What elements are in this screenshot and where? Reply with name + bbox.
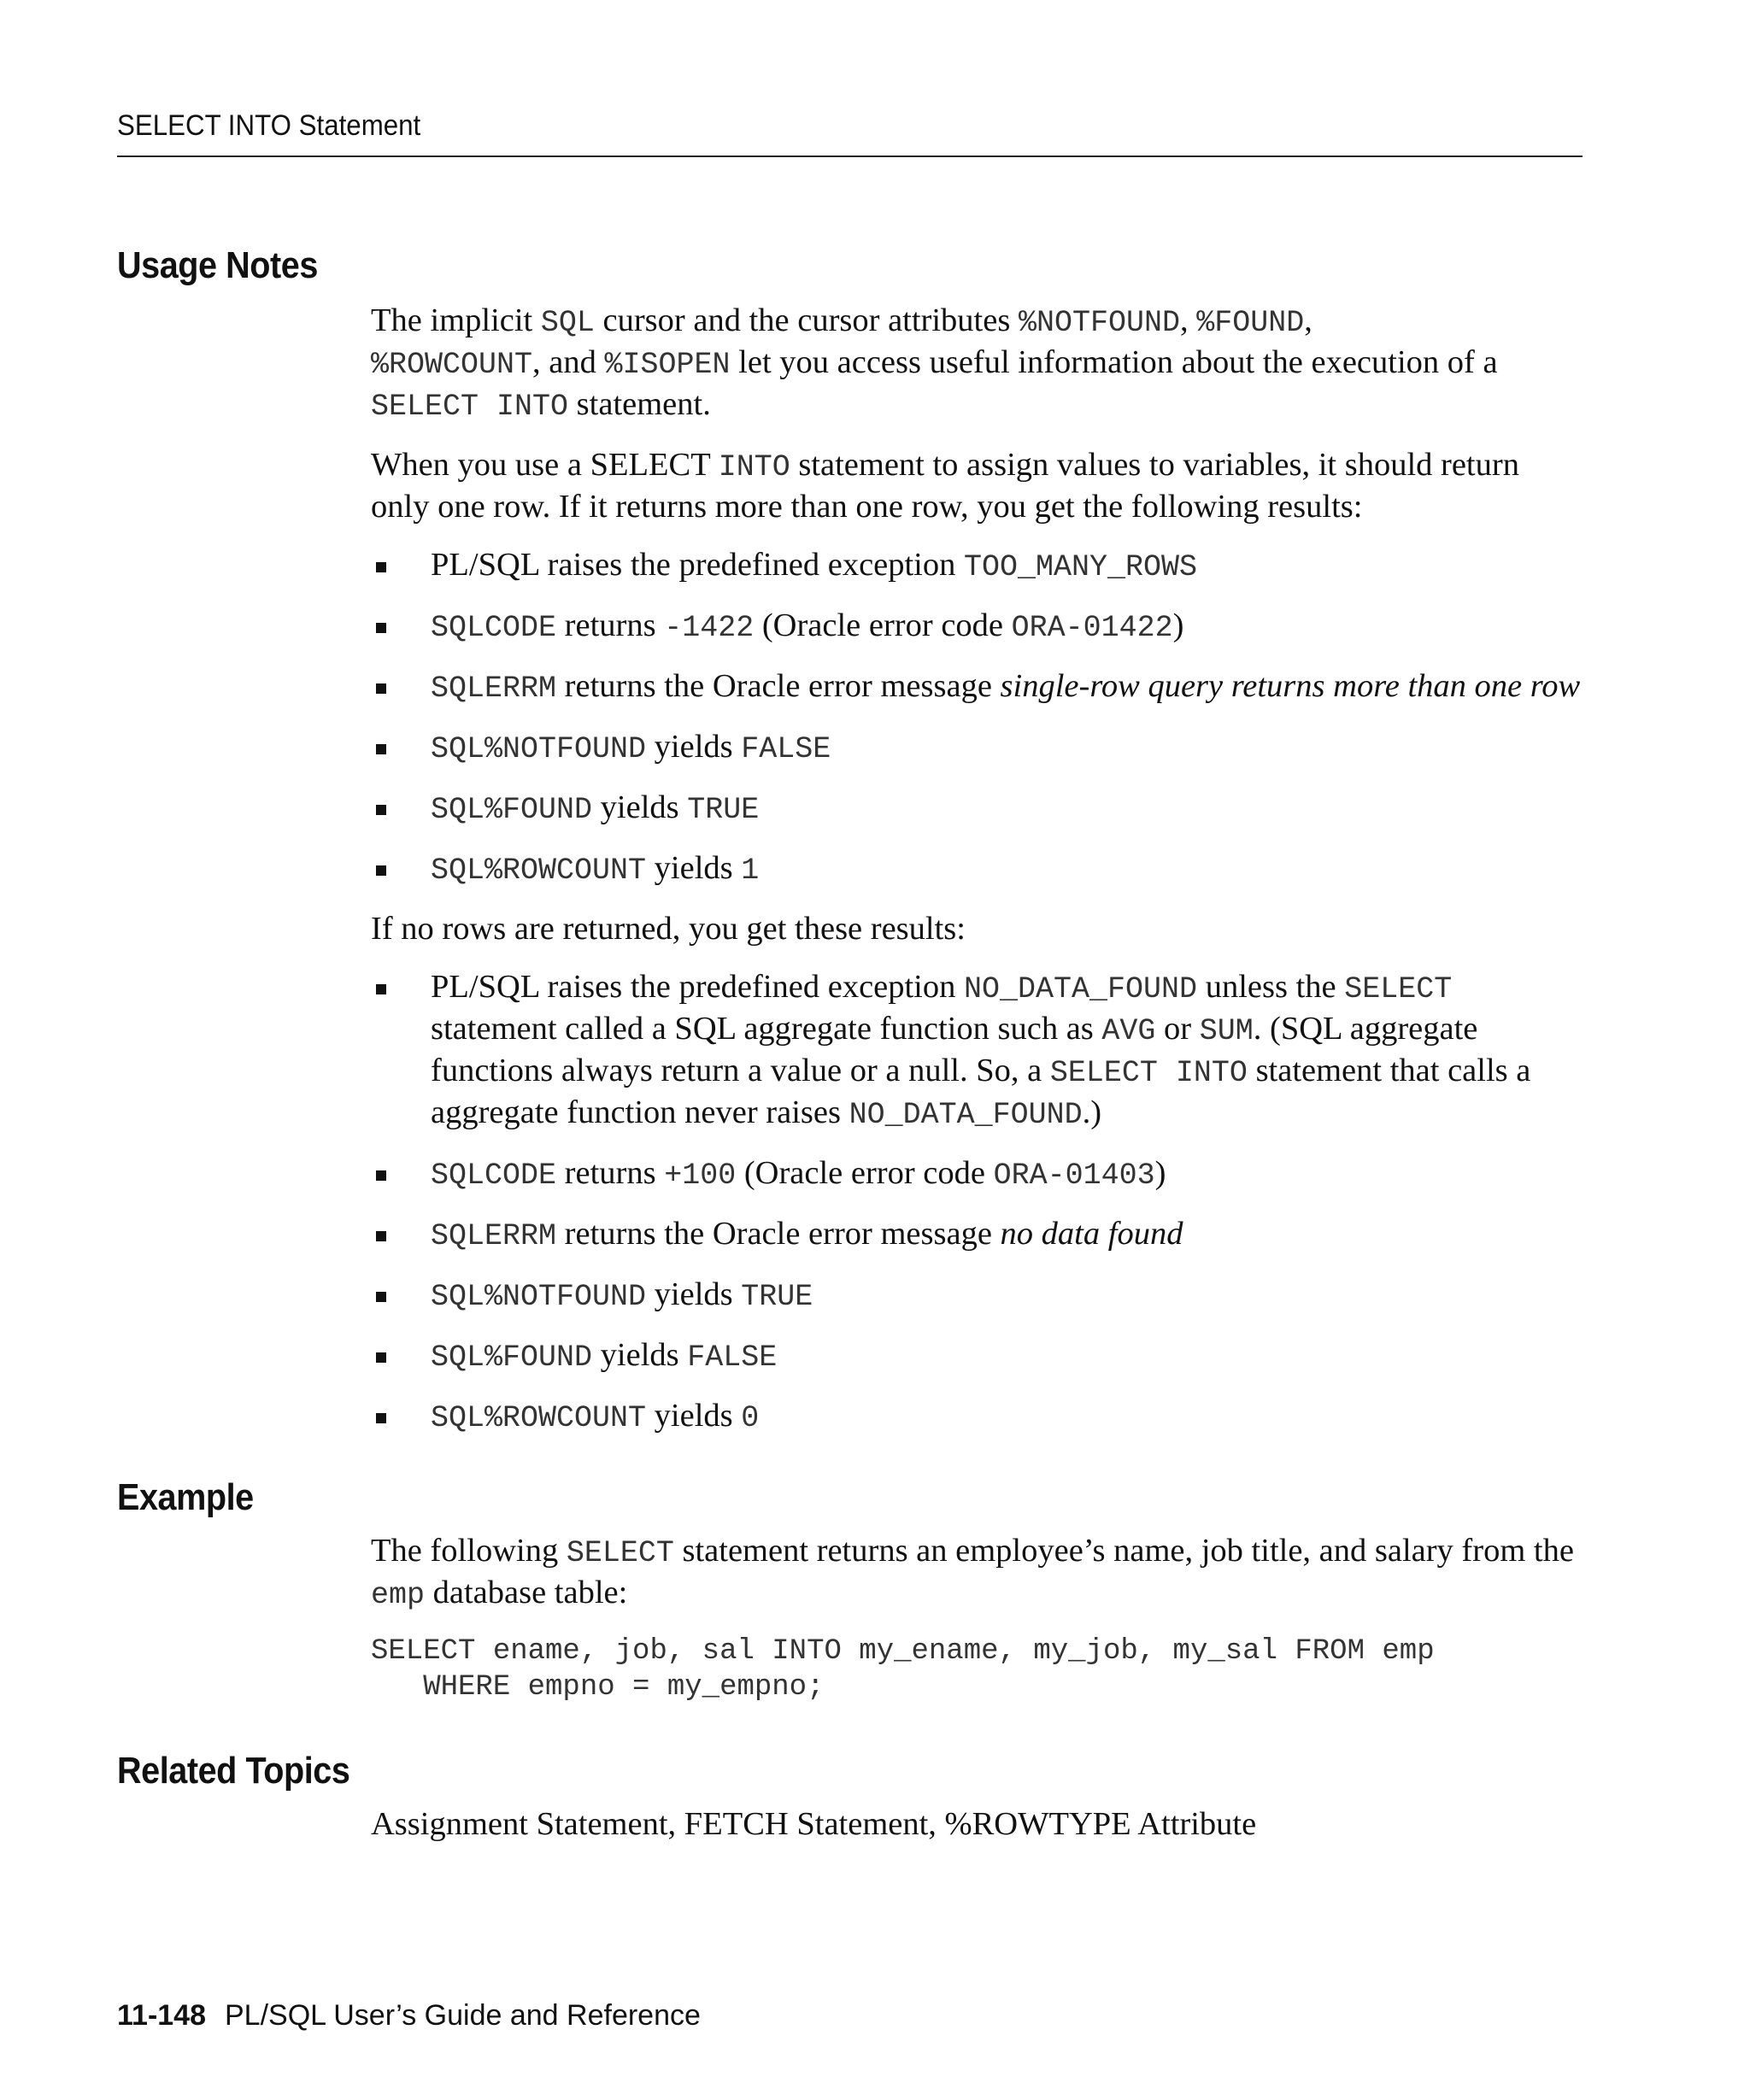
text-run: returns the Oracle error message [556, 668, 1001, 704]
code-sqlcode: SQLCODE [431, 1159, 557, 1193]
square-bullet-icon [376, 1292, 386, 1302]
square-bullet-icon [376, 744, 386, 754]
list-item [371, 727, 1584, 769]
code-sqlerrm: SQLERRM [431, 672, 557, 706]
list-item [371, 967, 1584, 1135]
square-bullet-icon [376, 1352, 386, 1363]
code-rowcount: %ROWCOUNT [371, 348, 533, 382]
code-select: SELECT [1344, 972, 1453, 1006]
list-item [371, 1396, 1584, 1438]
text-run: returns the Oracle error message [556, 1216, 1001, 1252]
text-run: When you use a SELECT [371, 447, 719, 483]
usage-notes-intro-paragraph [371, 301, 1584, 426]
code-emp: emp [371, 1578, 426, 1612]
list-item [371, 1153, 1584, 1195]
error-message-text: no data found [1000, 1216, 1183, 1252]
text-run: let you access useful information about the execution of a [730, 344, 1498, 380]
square-bullet-icon [376, 623, 386, 633]
text-run: PL/SQL raises the predefined exception [431, 969, 965, 1005]
square-bullet-icon [376, 865, 386, 876]
text-run: yields [646, 850, 742, 886]
code-sqlcode: SQLCODE [431, 611, 557, 645]
code-value: FALSE [741, 732, 831, 766]
code-value: 1 [741, 853, 760, 888]
multi-rows-intro-paragraph [371, 445, 1584, 526]
code-ora-error: ORA-01403 [993, 1159, 1155, 1193]
code-error-value: -1422 [664, 611, 755, 645]
list-item [371, 666, 1584, 708]
text-run: or [1155, 1011, 1200, 1047]
square-bullet-icon [376, 984, 386, 994]
text-run: yields [646, 729, 742, 765]
text-run: statement returns an employee’s name, job title, and salary from the [673, 1533, 1574, 1569]
text-run: returns [556, 607, 665, 643]
code-value: TRUE [741, 1280, 813, 1314]
code-sql-rowcount: SQL%ROWCOUNT [431, 1401, 647, 1435]
code-select-into: SELECT INTO [1049, 1056, 1248, 1090]
code-sql-found: SQL%FOUND [431, 793, 593, 827]
text-run: , and [532, 344, 605, 380]
code-too-many-rows: TOO_MANY_ROWS [964, 550, 1198, 584]
list-item [371, 1214, 1584, 1256]
usage-notes-body [371, 301, 1584, 1457]
page-footer [117, 1999, 701, 2033]
usage-notes-heading: Usage Notes [117, 244, 318, 286]
list-item [371, 545, 1584, 587]
error-message-text: single-row query returns more than one row [1000, 668, 1581, 704]
text-run: yields [592, 789, 688, 825]
related-topics-text: Assignment Statement, FETCH Statement, %ROWTYPE Attribute [371, 1806, 1257, 1842]
no-rows-results-list [371, 967, 1584, 1438]
running-head-title: SELECT INTO Statement [117, 109, 421, 142]
code-notfound: %NOTFOUND [1018, 306, 1180, 340]
list-item [371, 848, 1584, 890]
example-body [371, 1531, 1584, 1705]
text-run: , [1180, 302, 1197, 338]
header-rule [117, 155, 1583, 157]
text-run: ) [1172, 607, 1184, 643]
multi-rows-results-list [371, 545, 1584, 890]
text-run: statement. [568, 386, 711, 422]
text-run: The implicit [371, 302, 541, 338]
text-run: PL/SQL raises the predefined exception [431, 547, 965, 583]
code-error-value: +100 [664, 1159, 737, 1193]
list-item [371, 1275, 1584, 1317]
text-run: (Oracle error code [754, 607, 1012, 643]
square-bullet-icon [376, 683, 386, 694]
code-select: SELECT [566, 1536, 674, 1570]
code-sql-found: SQL%FOUND [431, 1340, 593, 1375]
text-run: ) [1154, 1155, 1166, 1191]
list-item [371, 788, 1584, 830]
code-into: INTO [718, 450, 790, 484]
text-run: database table: [425, 1575, 628, 1610]
code-sum: SUM [1199, 1014, 1254, 1048]
code-value: TRUE [687, 793, 760, 827]
code-sql-notfound: SQL%NOTFOUND [431, 1280, 647, 1314]
related-topics-body [371, 1804, 1584, 1844]
code-no-data-found: NO_DATA_FOUND [964, 972, 1198, 1006]
square-bullet-icon [376, 562, 386, 572]
code-ora-error: ORA-01422 [1011, 611, 1173, 645]
list-item [371, 1335, 1584, 1377]
square-bullet-icon [376, 1231, 386, 1241]
code-sqlerrm: SQLERRM [431, 1219, 557, 1253]
text-run: yields [646, 1398, 742, 1434]
code-sql: SQL [540, 306, 595, 340]
text-run: statement to assign values to variables, it should return only one row. If it returns more than one row, you get the following results: [371, 447, 1519, 525]
text-run: statement that calls a aggregate function never raises [431, 1053, 1531, 1130]
text-run: cursor and the cursor attributes [594, 302, 1019, 338]
code-avg: AVG [1101, 1014, 1156, 1048]
related-topics-heading: Related Topics [117, 1750, 350, 1792]
example-heading: Example [117, 1476, 254, 1518]
square-bullet-icon [376, 805, 386, 815]
code-value: 0 [741, 1401, 760, 1435]
code-select-into: SELECT INTO [371, 390, 569, 424]
example-intro-paragraph [371, 1531, 1584, 1615]
code-value: FALSE [687, 1340, 778, 1375]
text-run: . (SQL aggregate functions always return a value or a null. So, a [431, 1011, 1478, 1088]
square-bullet-icon [376, 1170, 386, 1181]
code-found: %FOUND [1196, 306, 1305, 340]
square-bullet-icon [376, 1413, 386, 1423]
text-run: unless the [1197, 969, 1345, 1005]
text-run: returns [556, 1155, 665, 1191]
text-run: statement called a SQL aggregate function such as [431, 1011, 1102, 1047]
text-run: yields [592, 1337, 688, 1373]
no-rows-intro-paragraph: If no rows are returned, you get these results: [371, 911, 966, 947]
code-no-data-found: NO_DATA_FOUND [849, 1098, 1083, 1132]
page-number: 11-148 [117, 1999, 206, 2032]
code-sql-rowcount: SQL%ROWCOUNT [431, 853, 647, 888]
text-run: .) [1082, 1094, 1102, 1130]
list-item [371, 606, 1584, 648]
text-run: , [1304, 302, 1312, 338]
example-code-block: SELECT ename, job, sal INTO my_ename, my_job, my_sal FROM emp WHERE empno = my_empno; [371, 1635, 1435, 1704]
code-sql-notfound: SQL%NOTFOUND [431, 732, 647, 766]
text-run: yields [646, 1276, 742, 1312]
text-run: (Oracle error code [736, 1155, 994, 1191]
text-run: The following [371, 1533, 567, 1569]
book-title: PL/SQL User’s Guide and Reference [225, 1999, 701, 2032]
code-isopen: %ISOPEN [604, 348, 731, 382]
